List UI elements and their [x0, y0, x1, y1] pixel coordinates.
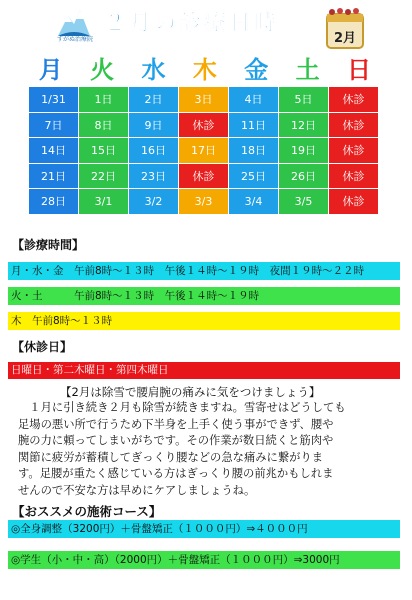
- calendar-row: [29, 138, 379, 164]
- weekday-thu: 木: [192, 56, 217, 84]
- calendar-cell: 3/4: [229, 189, 279, 215]
- note-line: 足場の悪い所で行うため下半身を上手く使う事ができず、腰や: [18, 417, 334, 431]
- hours-row-mon-wed-fri: 月・水・金 午前8時～１３時 午後１４時～１９時 夜間１９時～２２時: [8, 262, 400, 280]
- weekday-sun: 日: [347, 56, 372, 84]
- holiday-heading: 【休診日】: [12, 340, 73, 354]
- calendar-cell: 休診: [329, 163, 379, 189]
- note-line: 腕の力に頼ってしまいがちです。その作業が数日続くと筋肉や: [18, 434, 334, 448]
- calendar-cell: 3/3: [179, 189, 229, 215]
- calendar-cell: 9日: [129, 112, 179, 138]
- calendar-cell: 1/31: [29, 87, 79, 113]
- hours-heading: 【診療時間】: [12, 238, 85, 252]
- course-item-student: ◎学生（小・中・高）（2000円）＋骨盤矯正（１０００円）⇒3000円: [8, 551, 400, 569]
- calendar-cell: 3日: [179, 87, 229, 113]
- calendar-cell: 28日: [29, 189, 79, 215]
- calendar-cell: 3/5: [279, 189, 329, 215]
- page-title: ２月の診療日時: [104, 11, 280, 36]
- calendar-row: [29, 189, 379, 215]
- calendar-cell: 21日: [29, 163, 79, 189]
- weekday-sat: 土: [295, 56, 320, 84]
- calendar-row: [29, 87, 379, 113]
- course-item-full-body: ◎全身調整（3200円）＋骨盤矯正（１０００円）⇒４０００円: [8, 520, 400, 538]
- holiday-bar: 日曜日・第二木曜日・第四木曜日: [8, 362, 400, 379]
- calendar-cell: 17日: [179, 138, 229, 164]
- calendar-badge-icon: [324, 8, 366, 50]
- calendar-cell: 14日: [29, 138, 79, 164]
- logo-caption: すがぬ治療院: [56, 36, 93, 43]
- calendar-cell: 16日: [129, 138, 179, 164]
- calendar-table: [28, 86, 379, 215]
- weekday-mon: 月: [38, 56, 63, 84]
- calendar-cell: 1日: [79, 87, 129, 113]
- calendar-cell: 休診: [179, 163, 229, 189]
- badge-label: 2月: [333, 31, 357, 46]
- calendar-cell: 12日: [279, 112, 329, 138]
- calendar-cell: 7日: [29, 112, 79, 138]
- calendar-cell: 19日: [279, 138, 329, 164]
- calendar-cell: 休診: [329, 138, 379, 164]
- note-line: せんので不安な方は早めにケアしましょうね。: [18, 483, 256, 497]
- hours-row-tue-sat: 火・土 午前8時～１３時 午後１４時～１９時: [8, 287, 400, 305]
- calendar-cell: 休診: [329, 112, 379, 138]
- note-line: １月に引き続き２月も除雪が続きますね。雪寄せはどうしても: [18, 401, 346, 414]
- calendar-cell: 22日: [79, 163, 129, 189]
- note-paragraph: [18, 400, 394, 500]
- calendar-cell: 5日: [279, 87, 329, 113]
- calendar-cell: 休診: [179, 112, 229, 138]
- calendar-cell: 3/1: [79, 189, 129, 215]
- calendar-cell: 2日: [129, 87, 179, 113]
- calendar-cell: 休診: [329, 87, 379, 113]
- weekday-header: [25, 50, 385, 85]
- calendar-row: [29, 163, 379, 189]
- hours-row-thu: 木 午前8時～１３時: [8, 312, 400, 330]
- calendar-cell: 休診: [329, 189, 379, 215]
- calendar-cell: 3/2: [129, 189, 179, 215]
- weekday-tue: 火: [90, 56, 115, 84]
- calendar-cell: 23日: [129, 163, 179, 189]
- calendar-cell: 8日: [79, 112, 129, 138]
- course-heading: 【おススメの施術コース】: [12, 504, 162, 519]
- calendar-cell: 15日: [79, 138, 129, 164]
- note-line: 関節に疲労が蓄積してぎっくり腰などの急な痛みに繋がりま: [18, 450, 324, 464]
- note-line: す。足腰が重たく感じている方はぎっくり腰の前兆かもしれま: [18, 467, 334, 481]
- calendar-cell: 4日: [229, 87, 279, 113]
- calendar-cell: 25日: [229, 163, 279, 189]
- calendar-row: [29, 112, 379, 138]
- note-title: 【2月は除雪で腰肩腕の痛みに気をつけましょう】: [60, 385, 321, 399]
- calendar-cell: 18日: [229, 138, 279, 164]
- weekday-fri: 金: [244, 56, 269, 84]
- calendar-cell: 11日: [229, 112, 279, 138]
- calendar-cell: 26日: [279, 163, 329, 189]
- weekday-wed: 水: [141, 56, 166, 84]
